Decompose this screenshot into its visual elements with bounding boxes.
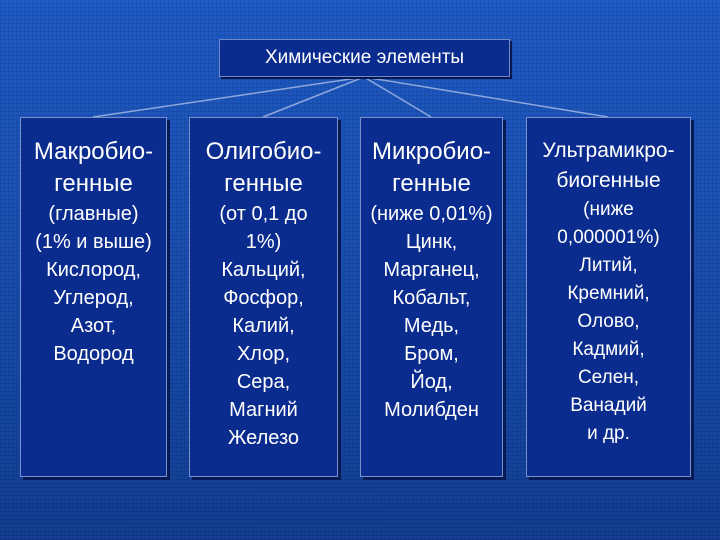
element-line: (ниже xyxy=(583,199,634,220)
column-oligobiogenic xyxy=(189,117,338,477)
element-line: Кобальт, xyxy=(392,287,471,309)
element-line: Медь, xyxy=(403,315,460,337)
column-macrobiogenic xyxy=(20,117,167,477)
element-line: и др. xyxy=(587,423,630,444)
column-heading-line: генные xyxy=(54,170,133,197)
connector-4 xyxy=(364,77,608,117)
element-line: 0,000001%) xyxy=(557,227,660,248)
element-line: Цинк, xyxy=(405,231,458,253)
column-microbiogenic xyxy=(360,117,503,477)
element-line: Хлор, xyxy=(236,343,291,365)
column-heading-line: генные xyxy=(224,170,303,197)
element-line: Молибден xyxy=(384,399,479,421)
element-line: (от 0,1 до xyxy=(219,203,308,225)
element-line: Бром, xyxy=(404,343,459,365)
element-line: Кремний, xyxy=(567,283,650,304)
column-heading-line: генные xyxy=(392,170,471,197)
column-heading-line: Микробио- xyxy=(371,138,492,165)
column-heading-line: Макробио- xyxy=(33,138,154,165)
element-line: 1%) xyxy=(245,231,282,253)
element-line: Кальций, xyxy=(221,259,306,281)
element-line: Йод, xyxy=(410,371,453,393)
column-ultramicrobiogenic xyxy=(526,117,691,477)
element-line: Магний xyxy=(229,399,298,421)
element-line: Железо xyxy=(227,427,300,449)
element-line: Марганец, xyxy=(383,259,480,281)
element-line: Сера, xyxy=(236,371,291,393)
connector-2 xyxy=(263,77,364,117)
element-line: Фосфор, xyxy=(223,287,304,309)
column-heading-line: Ультрамикро- xyxy=(542,139,675,162)
element-line: (1% и выше) xyxy=(35,231,152,253)
element-line: Селен, xyxy=(577,367,640,388)
element-line: Водород xyxy=(53,343,134,365)
column-heading-line: Олигобио- xyxy=(205,138,322,165)
root-title-box xyxy=(219,39,510,77)
element-line: Олово, xyxy=(577,311,640,332)
element-line: Азот, xyxy=(70,315,117,337)
element-line: Кадмий, xyxy=(572,339,645,360)
connector-1 xyxy=(93,77,364,117)
element-line: Кислород, xyxy=(46,259,141,281)
element-line: Ванадий xyxy=(570,395,647,416)
element-line: Углерод, xyxy=(53,287,134,309)
element-line: (ниже 0,01%) xyxy=(370,203,493,225)
root-title: Химические элементы xyxy=(264,47,465,68)
column-heading-line: биогенные xyxy=(556,169,661,192)
element-line: Калий, xyxy=(232,315,295,337)
element-line: Литий, xyxy=(579,255,638,276)
element-line: (главные) xyxy=(48,203,139,225)
